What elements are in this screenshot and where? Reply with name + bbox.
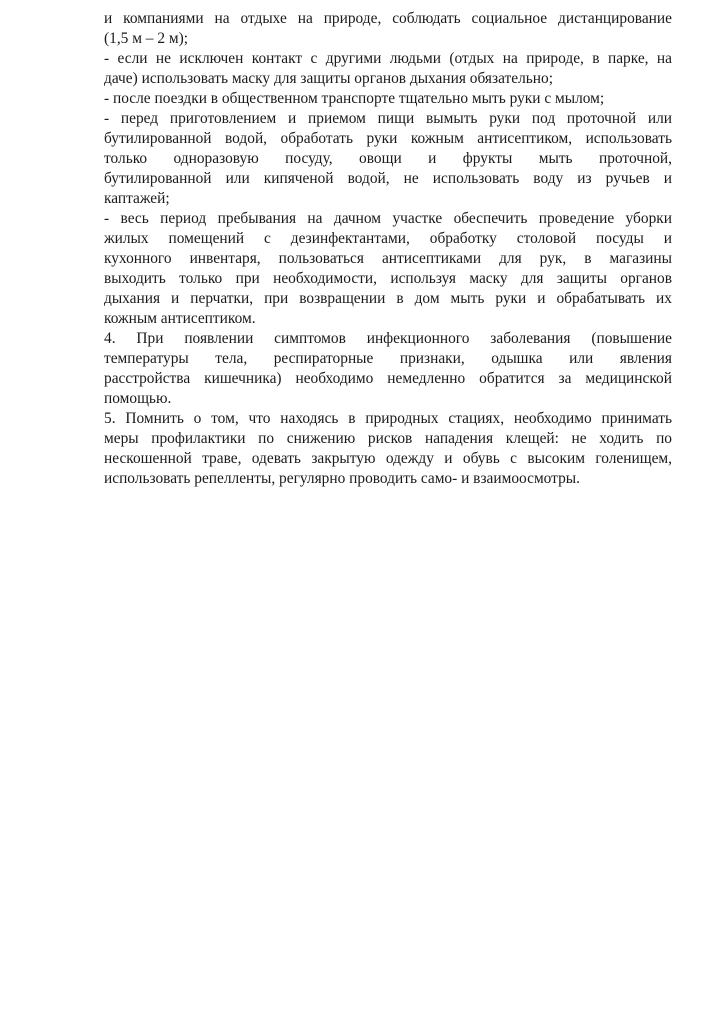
- text-line: и компаниями на отдыхе на природе, соблюдать социальное дистанцирование: [104, 10, 672, 27]
- document-body-text: [104, 9, 672, 489]
- text-line: - весь период пребывания на дачном участке обеспечить проведение уборки: [104, 210, 672, 227]
- text-line: - после поездки в общественном транспорте тщательно мыть руки с мылом;: [104, 90, 605, 107]
- text-line: (1,5 м – 2 м);: [104, 30, 189, 47]
- text-line: выходить только при необходимости, используя маску для защиты органов: [104, 270, 672, 287]
- text-line: кухонного инвентаря, пользоваться антисептиками для рук, в магазины: [104, 250, 672, 267]
- text-line: бутилированной или кипяченой водой, не использовать воду из ручьев и: [104, 170, 672, 187]
- text-line: расстройства кишечника) необходимо немедленно обратится за медицинской: [104, 370, 672, 387]
- text-line: 4. При появлении симптомов инфекционного заболевания (повышение: [104, 330, 672, 347]
- text-line: бутилированной водой, обработать руки кожным антисептиком, использовать: [104, 130, 672, 147]
- text-line: 5. Помнить о том, что находясь в природных стациях, необходимо принимать: [104, 410, 672, 427]
- text-line: использовать репелленты, регулярно проводить само- и взаимоосмотры.: [104, 470, 580, 487]
- text-line: жилых помещений с дезинфектантами, обработку столовой посуды и: [104, 230, 672, 247]
- text-line: дыхания и перчатки, при возвращении в дом мыть руки и обрабатывать их: [104, 290, 672, 307]
- text-line: кожным антисептиком.: [104, 310, 256, 327]
- text-line: - перед приготовлением и приемом пищи вымыть руки под проточной или: [104, 110, 672, 127]
- text-line: каптажей;: [104, 190, 170, 207]
- text-line: нескошенной траве, одевать закрытую одежду и обувь с высоким голенищем,: [104, 450, 672, 467]
- text-line: даче) использовать маску для защиты органов дыхания обязательно;: [104, 70, 553, 87]
- text-line: меры профилактики по снижению рисков нападения клещей: не ходить по: [104, 430, 672, 447]
- text-line: только одноразовую посуду, овощи и фрукты мыть проточной,: [104, 150, 672, 167]
- text-line: - если не исключен контакт с другими людьми (отдых на природе, в парке, на: [104, 50, 672, 67]
- text-line: температуры тела, респираторные признаки, одышка или явления: [104, 350, 672, 367]
- text-line: помощью.: [104, 390, 172, 407]
